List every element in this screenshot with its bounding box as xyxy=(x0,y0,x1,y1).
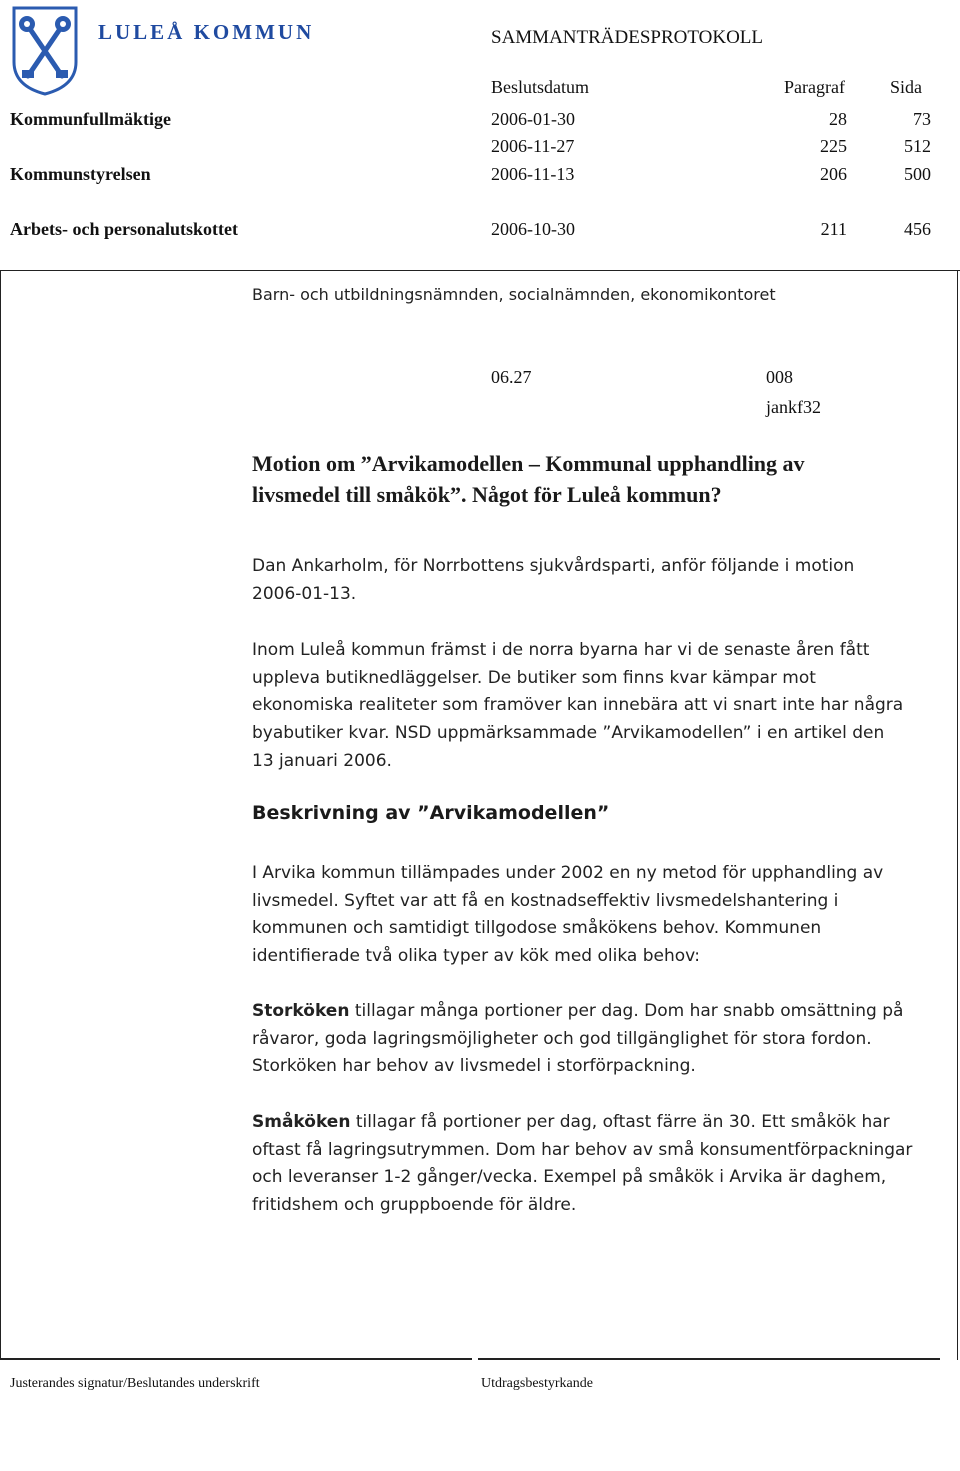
body-name: Kommunfullmäktige xyxy=(10,109,172,129)
paragraph xyxy=(252,860,952,971)
text-line: 2006-01-13. xyxy=(252,583,357,604)
intro-paragraph xyxy=(252,553,952,608)
text-line: Dan Ankarholm, för Norrbottens sjukvårdsparti, anför följande i motion xyxy=(252,556,855,576)
text-line: uppleva butiknedläggelser. De butiker som finns kvar kämpar mot xyxy=(252,667,816,688)
page-number: 456 xyxy=(904,219,931,239)
text-line: 13 januari 2006. xyxy=(252,750,392,771)
decision-date: 2006-11-13 xyxy=(491,164,575,184)
text-line: och leveranser 1-2 gånger/vecka. Exempel på småkök i Arvika är daghem, xyxy=(252,1167,887,1188)
page-number: 73 xyxy=(913,109,931,129)
body-name: Kommunstyrelsen xyxy=(10,164,151,184)
footer-rule-right xyxy=(478,1358,940,1360)
text-line: I Arvika kommun tillämpades under 2002 en ny metod för upphandling av xyxy=(252,863,884,883)
paragraph-number: 211 xyxy=(820,219,847,239)
section-heading: Beskrivning av ”Arvikamodellen” xyxy=(252,802,610,824)
decision-date: 2006-11-27 xyxy=(491,136,575,156)
logo xyxy=(10,4,80,96)
motion-title xyxy=(252,448,805,510)
page-number: 512 xyxy=(904,136,931,156)
text-line: oftast få lagringsutrymmen. Dom har behov av små konsumentförpackningar xyxy=(252,1139,913,1160)
text-line: fritidshem och gruppboende för äldre. xyxy=(252,1195,577,1216)
column-header-date: Beslutsdatum xyxy=(491,77,589,97)
motion-title-line: livsmedel till småkök”. Något för Luleå kommun? xyxy=(252,482,722,507)
paragraph-number: 206 xyxy=(820,164,847,184)
text-line: Inom Luleå kommun främst i de norra byarna har vi de senaste åren fått xyxy=(252,640,870,660)
reference-id: jankf32 xyxy=(766,397,821,417)
text-line: Storköken har behov av livsmedel i storförpackning. xyxy=(252,1056,696,1077)
text-span: tillagar få portioner per dag, oftast färre än 30. Ett småkök har xyxy=(350,1112,890,1132)
text-span: tillagar många portioner per dag. Dom har snabb omsättning på xyxy=(349,1001,904,1021)
text-line: livsmedel. Syftet var att få en kostnadseffektiv livsmedelshantering i xyxy=(252,890,839,911)
text-line: byabutiker kvar. NSD uppmärksammade ”Arvikamodellen” i en artikel den xyxy=(252,723,885,744)
page-number: 500 xyxy=(904,164,931,184)
paragraph xyxy=(252,1109,952,1220)
signature-label: Justerandes signatur/Beslutandes underskrift xyxy=(10,1376,260,1391)
frame-left-rule xyxy=(0,270,1,1360)
text-line: kommunen och samtidigt tillgodose småkökens behov. Kommunen xyxy=(252,918,822,939)
text-line: råvaror, goda lagringsmöjligheter och god tillgänglighet för stora fordon. xyxy=(252,1028,872,1049)
paragraph xyxy=(252,998,952,1081)
decision-date: 2006-10-30 xyxy=(491,219,575,239)
document-type: SAMMANTRÄDESPROTOKOLL xyxy=(491,27,764,48)
motion-title-line: Motion om ”Arvikamodellen – Kommunal upphandling av xyxy=(252,451,805,476)
text-line xyxy=(252,1109,952,1137)
recipients: Barn- och utbildningsnämnden, socialnämnden, ekonomikontoret xyxy=(252,285,776,304)
paragraph-number: 225 xyxy=(820,136,847,156)
coat-of-arms-keys-icon xyxy=(10,4,80,96)
paragraph-number: 28 xyxy=(829,109,847,129)
reference-code: 06.27 xyxy=(491,367,532,387)
defined-term: Småköken xyxy=(252,1112,351,1132)
frame-top-rule xyxy=(0,270,960,271)
text-line: ekonomiska realiteter som framöver kan innebära att vi snart inte har några xyxy=(252,695,904,716)
defined-term: Storköken xyxy=(252,1001,350,1021)
text-line xyxy=(252,998,952,1026)
body-name: Arbets- och personalutskottet xyxy=(10,219,238,239)
organization-name: LULEÅ KOMMUN xyxy=(98,20,315,44)
extract-certification-label: Utdragsbestyrkande xyxy=(481,1376,593,1391)
reference-number: 008 xyxy=(766,367,793,387)
decision-date: 2006-01-30 xyxy=(491,109,575,129)
column-header-paragraph: Paragraf xyxy=(784,77,845,97)
paragraph xyxy=(252,637,952,776)
footer-rule-left xyxy=(0,1358,472,1360)
text-line: identifierade två olika typer av kök med olika behov: xyxy=(252,946,700,967)
column-header-page: Sida xyxy=(890,77,923,97)
frame-right-rule xyxy=(957,270,958,1360)
